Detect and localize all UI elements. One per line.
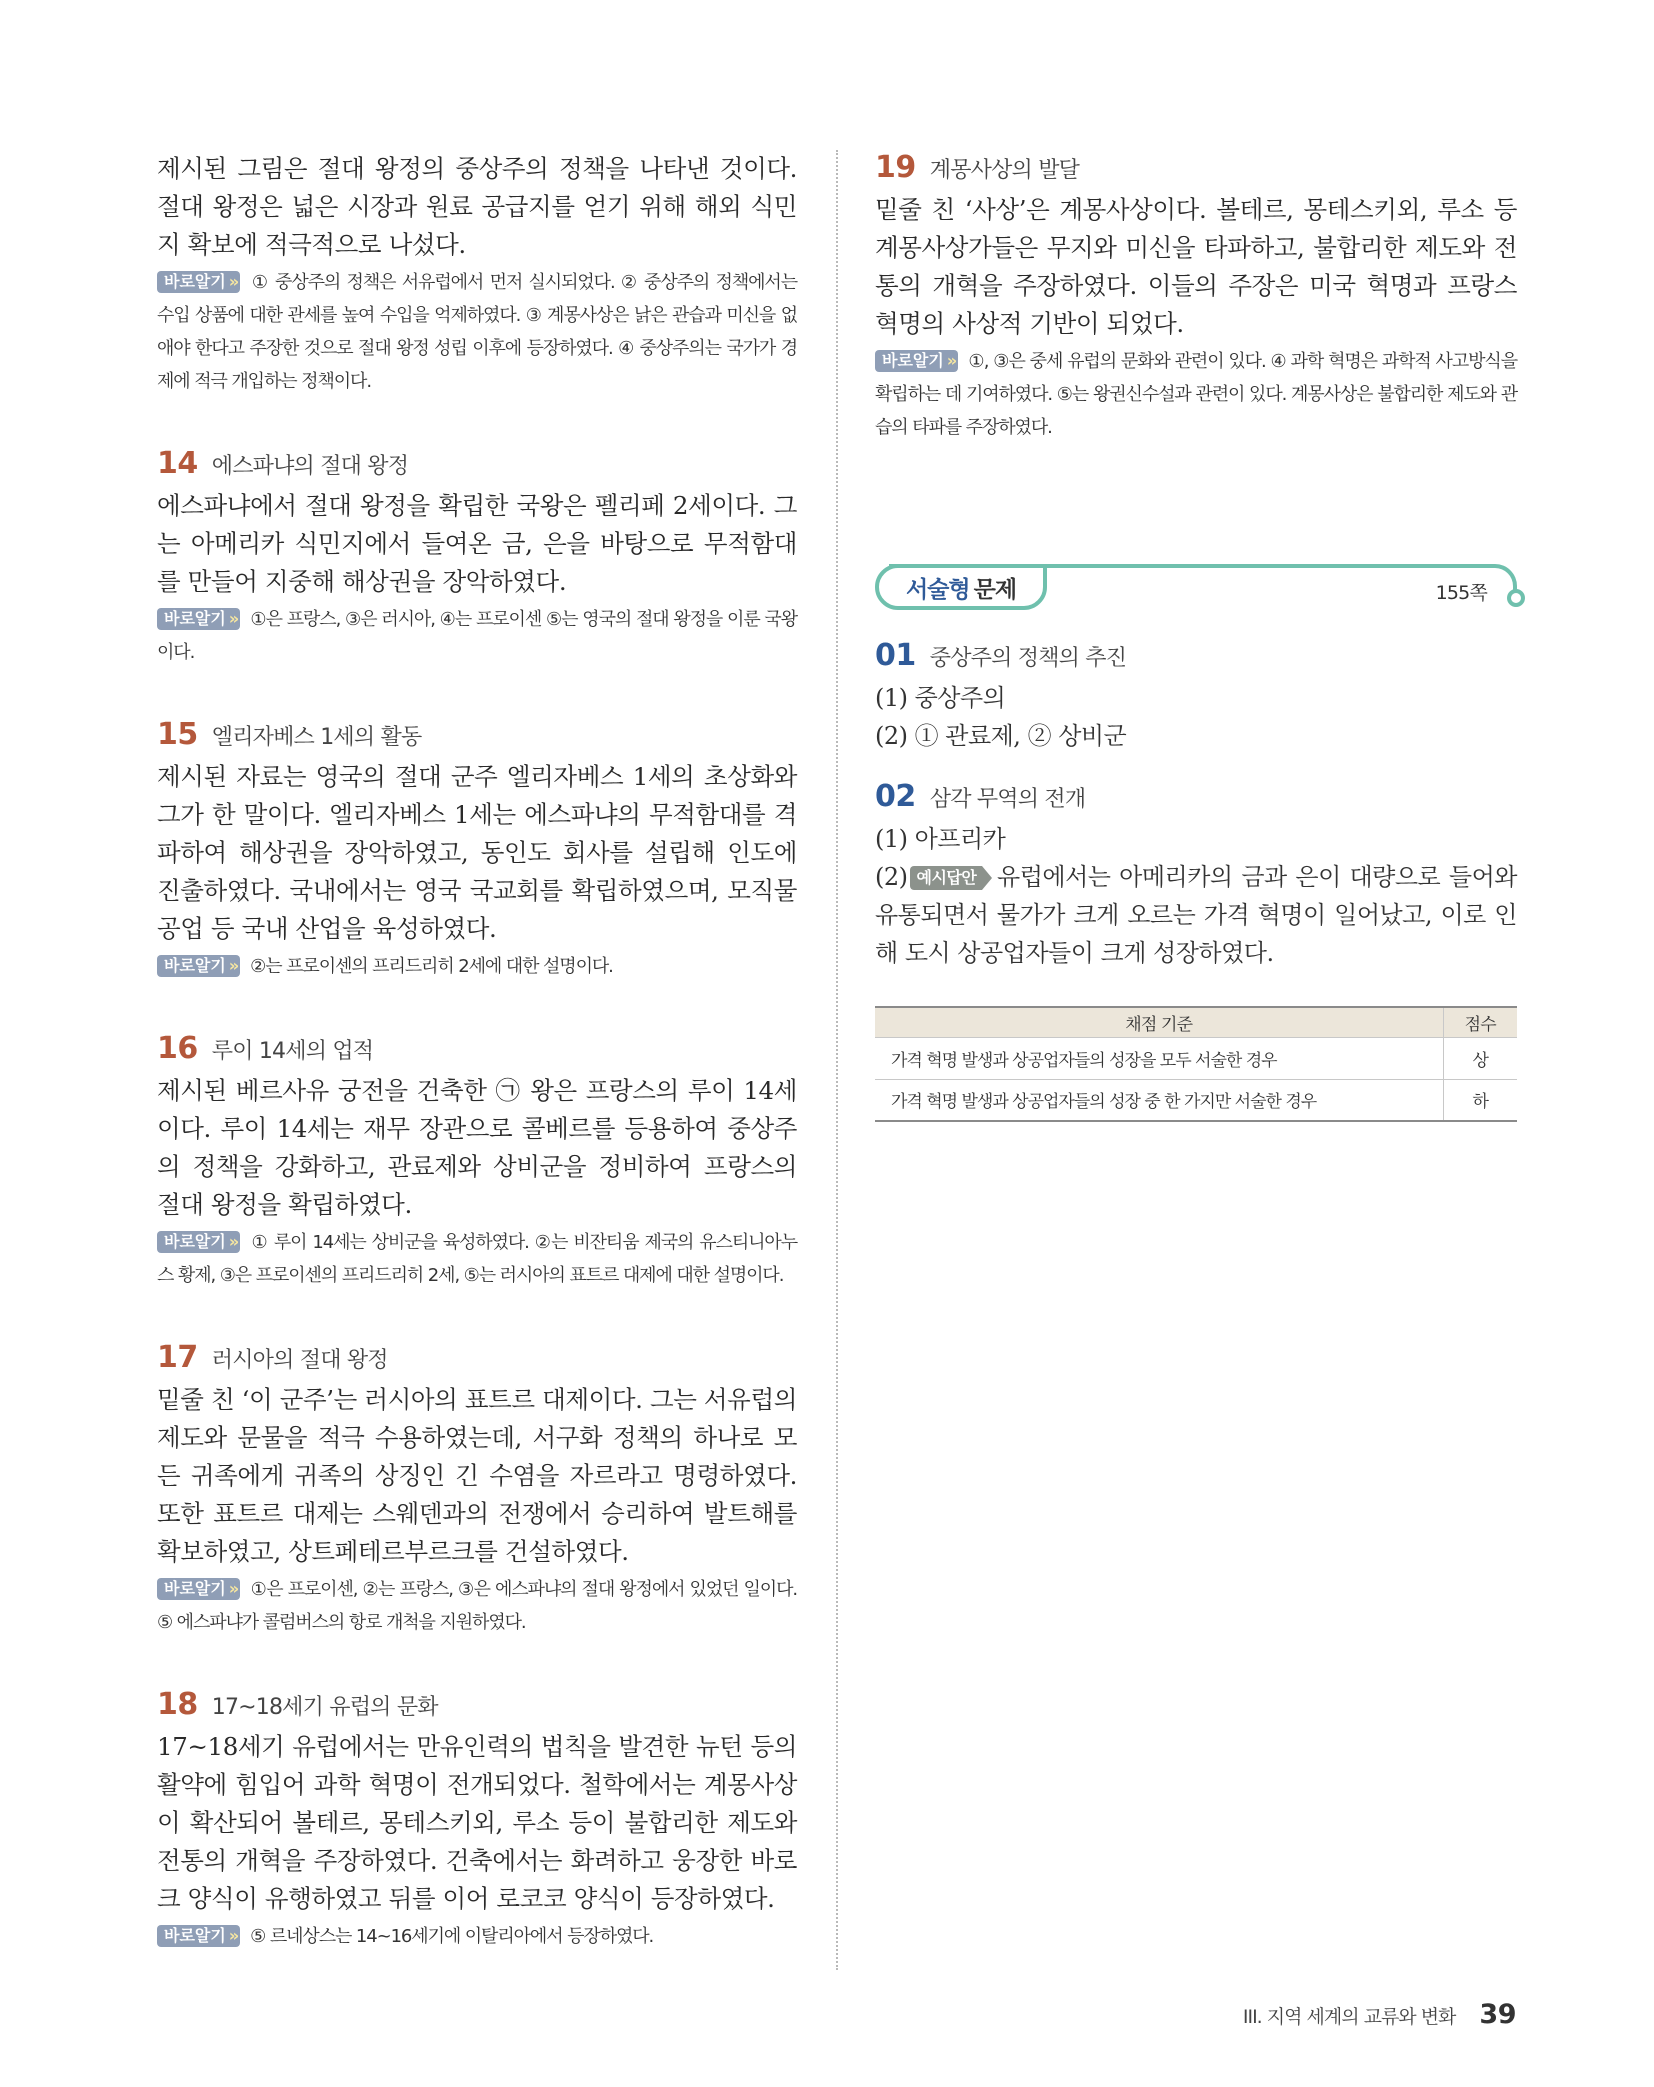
explanation-text: 제시된 자료는 영국의 절대 군주 엘리자베스 1세의 초상화와 그가 한 말이다. 엘리자베스 1세는 에스파냐의 무적함대를 격파하여 해상권을 장악하였고, 동인도 회사를 설립해 인도에 진출하였다. 국내에서는 영국 국교회를 확립하였으며, 모직물 공업 등 국내 산업을 육성하였다. bbox=[157, 762, 797, 943]
grading-table bbox=[875, 1006, 1517, 1122]
question-title: 17~18세기 유럽의 문화 bbox=[211, 1695, 438, 1720]
grading-header-row bbox=[875, 1007, 1517, 1037]
double-chevron-icon: » bbox=[228, 1232, 237, 1251]
score-cell: 하 bbox=[1443, 1079, 1517, 1121]
frame-end-dot-icon bbox=[1507, 589, 1525, 607]
column-header-criterion: 채점 기준 bbox=[875, 1007, 1443, 1037]
column-divider bbox=[836, 150, 838, 1970]
hint-badge: 바로알기 » bbox=[157, 955, 240, 977]
criterion-cell: 가격 혁명 발생과 상공업자들의 성장을 모두 서술한 경우 bbox=[875, 1037, 1443, 1079]
hint-badge: 바로알기 » bbox=[157, 1231, 240, 1253]
correction-note: 바로알기 » ①은 프로이센, ②는 프랑스, ③은 에스파냐의 절대 왕정에서 있었던 일이다. ⑤ 에스파냐가 콜럼버스의 항로 개척을 지원하였다. bbox=[157, 1579, 797, 1633]
question-header bbox=[157, 717, 797, 752]
explanation-text: 밑줄 친 ‘사상’은 계몽사상이다. 볼테르, 몽테스키외, 루소 등 계몽사상가들은 무지와 미신을 타파하고, 불합리한 제도와 전통의 개혁을 주장하였다. 이들의 주장은 미국 혁명과 프랑스 혁명의 사상적 기반이 되었다. bbox=[875, 195, 1517, 338]
explanation-text: 제시된 그림은 절대 왕정의 중상주의 정책을 나타낸 것이다. 절대 왕정은 넓은 시장과 원료 공급지를 얻기 위해 해외 식민지 확보에 적극적으로 나섰다. bbox=[157, 154, 797, 259]
question-header bbox=[875, 779, 1517, 814]
answer-line: (1) 아프리카 bbox=[875, 825, 1006, 853]
double-chevron-icon: » bbox=[228, 272, 237, 291]
explanation-text: 밑줄 친 ‘이 군주’는 러시아의 표트르 대제이다. 그는 서유럽의 제도와 문물을 적극 수용하였는데, 서구화 정책의 하나로 모든 귀족에게 귀족의 상징인 긴 수염을 자르라고 명령하였다. 또한 표트르 대제는 스웨덴과의 전쟁에서 승리하여 발트해를 확보하였고, 상트페테르부르크를 건설하였다. bbox=[157, 1385, 797, 1566]
question-number: 19 bbox=[875, 150, 916, 185]
table-row bbox=[875, 1079, 1517, 1121]
example-answer: (2) 예시답안 유럽에서는 아메리카의 금과 은이 대량으로 들어와 유통되면서 물가가 크게 오르는 가격 혁명이 일어났고, 이로 인해 도시 상공업자들이 크게 성장하였다. bbox=[875, 863, 1517, 967]
question-number: 15 bbox=[157, 717, 198, 752]
double-chevron-icon: » bbox=[228, 956, 237, 975]
double-chevron-icon: » bbox=[228, 1926, 237, 1945]
example-answer-badge: 예시답안 bbox=[910, 866, 983, 890]
question-title: 엘리자베스 1세의 활동 bbox=[211, 725, 422, 750]
question-header bbox=[157, 446, 797, 481]
page-footer bbox=[1243, 1999, 1516, 2030]
answer-intro bbox=[157, 150, 797, 398]
question-title: 루이 14세의 업적 bbox=[211, 1039, 374, 1064]
table-row bbox=[875, 1037, 1517, 1079]
hint-badge: 바로알기 » bbox=[157, 271, 240, 293]
correction-note: 바로알기 » ① 중상주의 정책은 서유럽에서 먼저 실시되었다. ② 중상주의 정책에서는 수입 상품에 대한 관세를 높여 수입을 억제하였다. ③ 계몽사상은 낡은 관습과 미신을 없애야 한다고 주장한 것으로 절대 왕정 성립 이후에 등장하였다. ④ 중상주의는 국가가 경제에 적극 개입하는 정책이다. bbox=[157, 272, 797, 392]
question-header bbox=[157, 1031, 797, 1066]
correction-note: 바로알기 » ①은 프랑스, ③은 러시아, ④는 프로이센 ⑤는 영국의 절대 왕정을 이룬 국왕이다. bbox=[157, 609, 797, 663]
hint-badge: 바로알기 » bbox=[875, 350, 958, 372]
essay-section-header bbox=[875, 560, 1517, 614]
explanation-text: 에스파냐에서 절대 왕정을 확립한 국왕은 펠리페 2세이다. 그는 아메리카 식민지에서 들여온 금, 은을 바탕으로 무적함대를 만들어 지중해 해상권을 장악하였다. bbox=[157, 491, 797, 596]
hint-badge: 바로알기 » bbox=[157, 1578, 240, 1600]
explanation-text: 17~18세기 유럽에서는 만유인력의 법칙을 발견한 뉴턴 등의 활약에 힘입어 과학 혁명이 전개되었다. 철학에서는 계몽사상이 확산되어 볼테르, 몽테스키외, 루소 등이 불합리한 제도와 전통의 개혁을 주장하였다. 건축에서는 화려하고 웅장한 바로크 양식이 유행하였고 뒤를 이어 로코코 양식이 등장하였다. bbox=[157, 1732, 797, 1913]
question-number: 17 bbox=[157, 1340, 198, 1375]
essay-section-tab: 서술형 문제 bbox=[875, 564, 1047, 610]
answer-19 bbox=[875, 150, 1517, 444]
answer-17 bbox=[157, 1340, 797, 1639]
question-number: 14 bbox=[157, 446, 198, 481]
explanation-text: 제시된 베르사유 궁전을 건축한 ㉠ 왕은 프랑스의 루이 14세이다. 루이 14세는 재무 장관으로 콜베르를 등용하여 중상주의 정책을 강화하고, 관료제와 상비군을 정비하여 프랑스의 절대 왕정을 확립하였다. bbox=[157, 1076, 797, 1219]
question-number: 01 bbox=[875, 638, 916, 673]
left-column bbox=[157, 150, 797, 1953]
answer-16 bbox=[157, 1031, 797, 1292]
double-chevron-icon: » bbox=[228, 609, 237, 628]
question-title: 계몽사상의 발달 bbox=[929, 158, 1080, 183]
essay-answer-01 bbox=[875, 638, 1517, 755]
question-number: 02 bbox=[875, 779, 916, 814]
question-header bbox=[157, 1340, 797, 1375]
page-reference: 155쪽 bbox=[1435, 582, 1487, 604]
answer-line: (1) 중상주의 bbox=[875, 684, 1006, 712]
question-header bbox=[875, 150, 1517, 185]
double-chevron-icon: » bbox=[946, 351, 955, 370]
question-title: 삼각 무역의 전개 bbox=[929, 787, 1086, 812]
score-cell: 상 bbox=[1443, 1037, 1517, 1079]
page-number: 39 bbox=[1479, 1999, 1516, 2030]
hint-badge: 바로알기 » bbox=[157, 608, 240, 630]
criterion-cell: 가격 혁명 발생과 상공업자들의 성장 중 한 가지만 서술한 경우 bbox=[875, 1079, 1443, 1121]
correction-note: 바로알기 » ① 루이 14세는 상비군을 육성하였다. ②는 비잔티움 제국의 유스티니아누스 황제, ③은 프로이센의 프리드리히 2세, ⑤는 러시아의 표트르 대제에 대한 설명이다. bbox=[157, 1232, 797, 1286]
correction-note: 바로알기 » ⑤ 르네상스는 14~16세기에 이탈리아에서 등장하였다. bbox=[157, 1920, 797, 1953]
question-number: 16 bbox=[157, 1031, 198, 1066]
correction-note: 바로알기 » ②는 프로이센의 프리드리히 2세에 대한 설명이다. bbox=[157, 950, 797, 983]
question-title: 러시아의 절대 왕정 bbox=[211, 1348, 388, 1373]
correction-note: 바로알기 » ①, ③은 중세 유럽의 문화와 관련이 있다. ④ 과학 혁명은 과학적 사고방식을 확립하는 데 기여하였다. ⑤는 왕권신수설과 관련이 있다. 계몽사상은 불합리한 제도와 관습의 타파를 주장하였다. bbox=[875, 351, 1517, 438]
essay-answer-02 bbox=[875, 779, 1517, 972]
question-number: 18 bbox=[157, 1687, 198, 1722]
answer-15 bbox=[157, 717, 797, 983]
question-title: 중상주의 정책의 추진 bbox=[929, 646, 1127, 671]
question-header bbox=[875, 638, 1517, 673]
answer-18 bbox=[157, 1687, 797, 1953]
question-header bbox=[157, 1687, 797, 1722]
double-chevron-icon: » bbox=[228, 1579, 237, 1598]
chapter-title: III. 지역 세계의 교류와 변화 bbox=[1242, 2006, 1456, 2028]
question-title: 에스파냐의 절대 왕정 bbox=[211, 454, 409, 479]
column-header-score: 점수 bbox=[1443, 1007, 1517, 1037]
answer-line: (2) ① 관료제, ② 상비군 bbox=[875, 722, 1127, 750]
right-column bbox=[875, 150, 1517, 1122]
hint-badge: 바로알기 » bbox=[157, 1925, 240, 1947]
answer-14 bbox=[157, 446, 797, 669]
